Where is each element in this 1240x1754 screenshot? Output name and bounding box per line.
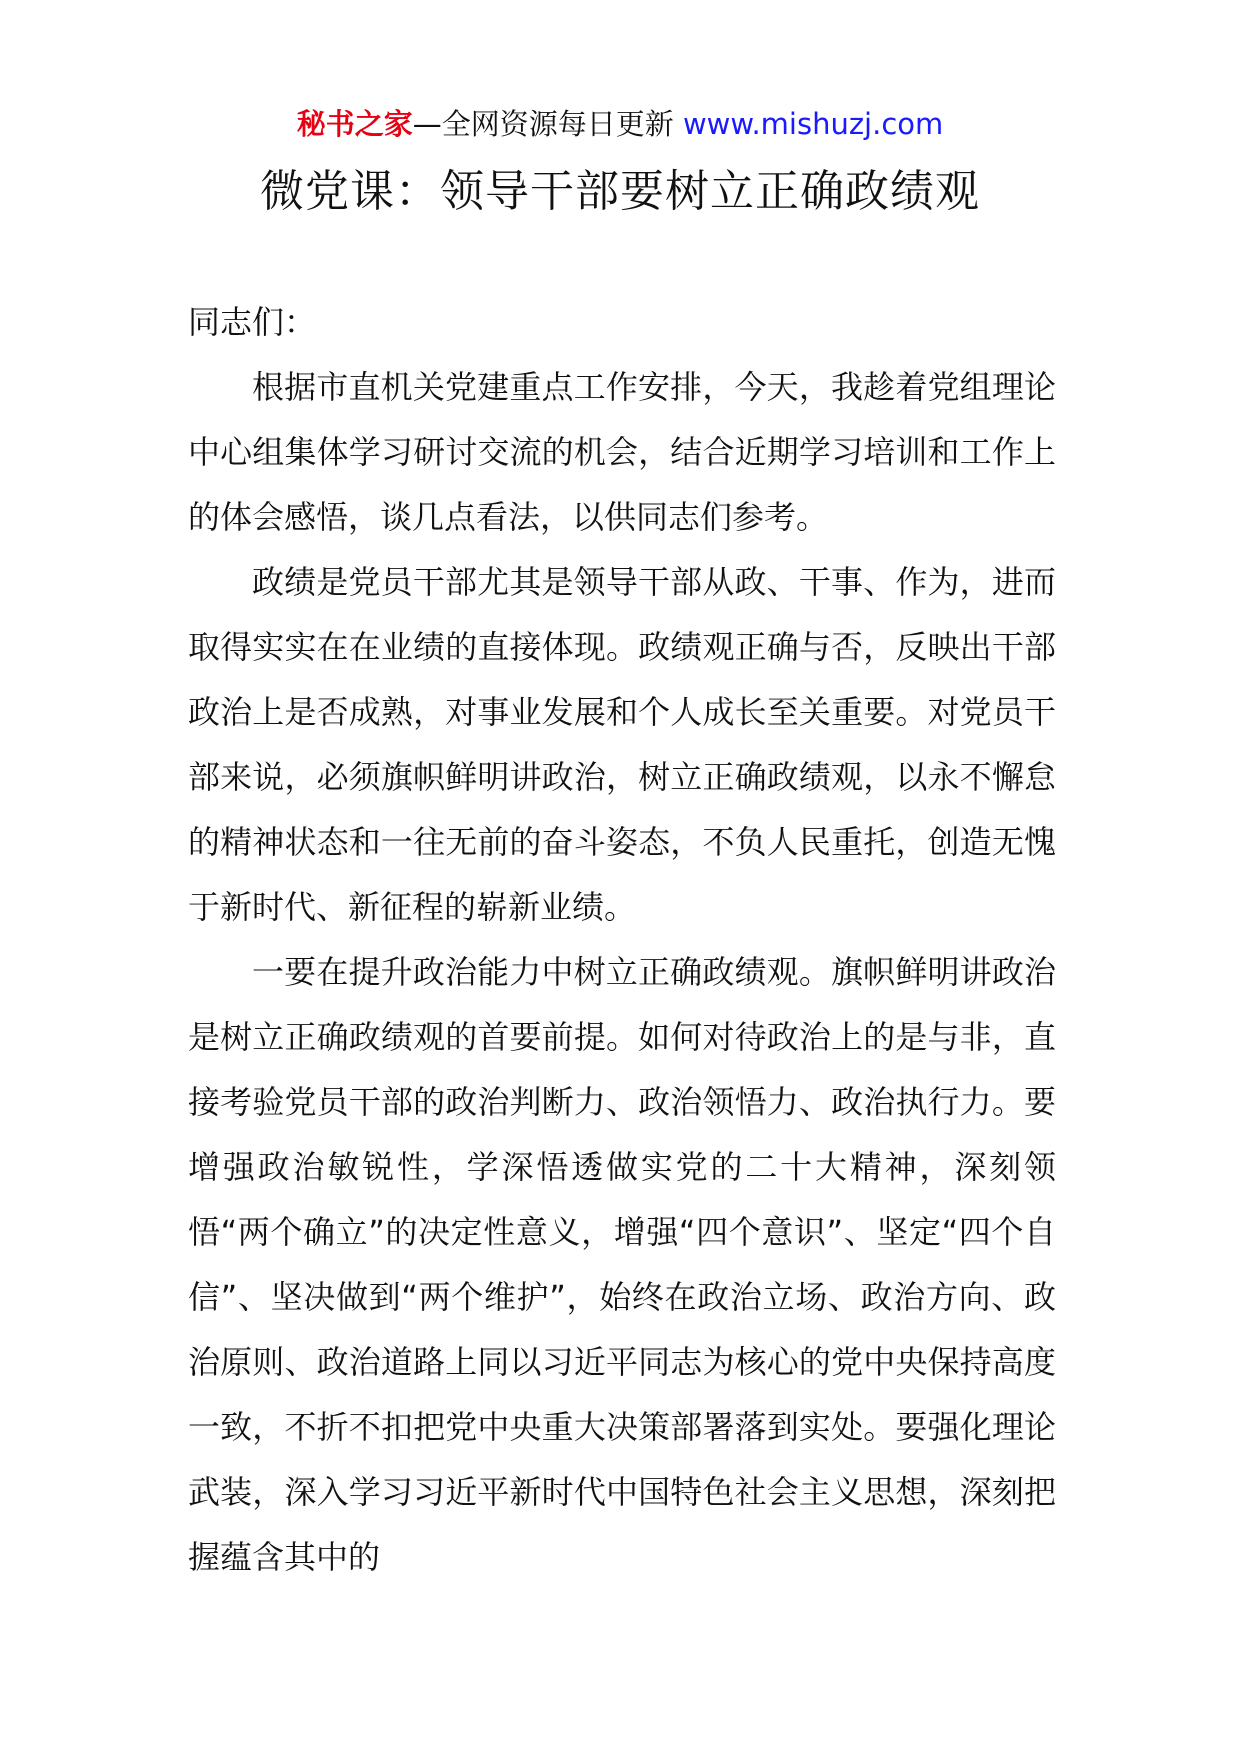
paragraph-intro: 根据市直机关党建重点工作安排，今天，我趁着党组理论中心组集体学习研讨交流的机会，结合近期学习培训和工作上的体会感悟，谈几点看法，以供同志们参考。 bbox=[188, 368, 1056, 536]
site-tagline: —全网资源每日更新 bbox=[412, 107, 683, 141]
site-header bbox=[0, 104, 1240, 144]
site-url-link[interactable]: www.mishuzj.com bbox=[682, 107, 944, 141]
document-body bbox=[188, 290, 1056, 1590]
site-brand: 秘书之家 bbox=[296, 107, 413, 141]
paragraph-importance: 政绩是党员干部尤其是领导干部从政、干事、作为，进而取得实实在在业绩的直接体现。政绩观正确与否，反映出干部政治上是否成熟，对事业发展和个人成长至关重要。对党员干部来说，必须旗帜鲜明讲政治，树立正确政绩观，以永不懈怠的精神状态和一往无前的奋斗姿态，不负人民重托，创造无愧于新时代、新征程的崭新业绩。 bbox=[188, 563, 1056, 926]
greeting: 同志们： bbox=[188, 303, 317, 341]
paragraph-point-one: 一要在提升政治能力中树立正确政绩观。旗帜鲜明讲政治是树立正确政绩观的首要前提。如何对待政治上的是与非，直接考验党员干部的政治判断力、政治领悟力、政治执行力。要增强政治敏锐性，学深悟透做实党的二十大精神，深刻领悟“两个确立”的决定性意义，增强“四个意识”、坚定“四个自信”、坚决做到“两个维护”，始终在政治立场、政治方向、政治原则、政治道路上同以习近平同志为核心的党中央保持高度一致，不折不扣把党中央重大决策部署落到实处。要强化理论武装，深入学习习近平新时代中国特色社会主义思想，深刻把握蕴含其中的 bbox=[188, 953, 1056, 1576]
document-title: 微党课：领导干部要树立正确政绩观 bbox=[260, 166, 980, 217]
